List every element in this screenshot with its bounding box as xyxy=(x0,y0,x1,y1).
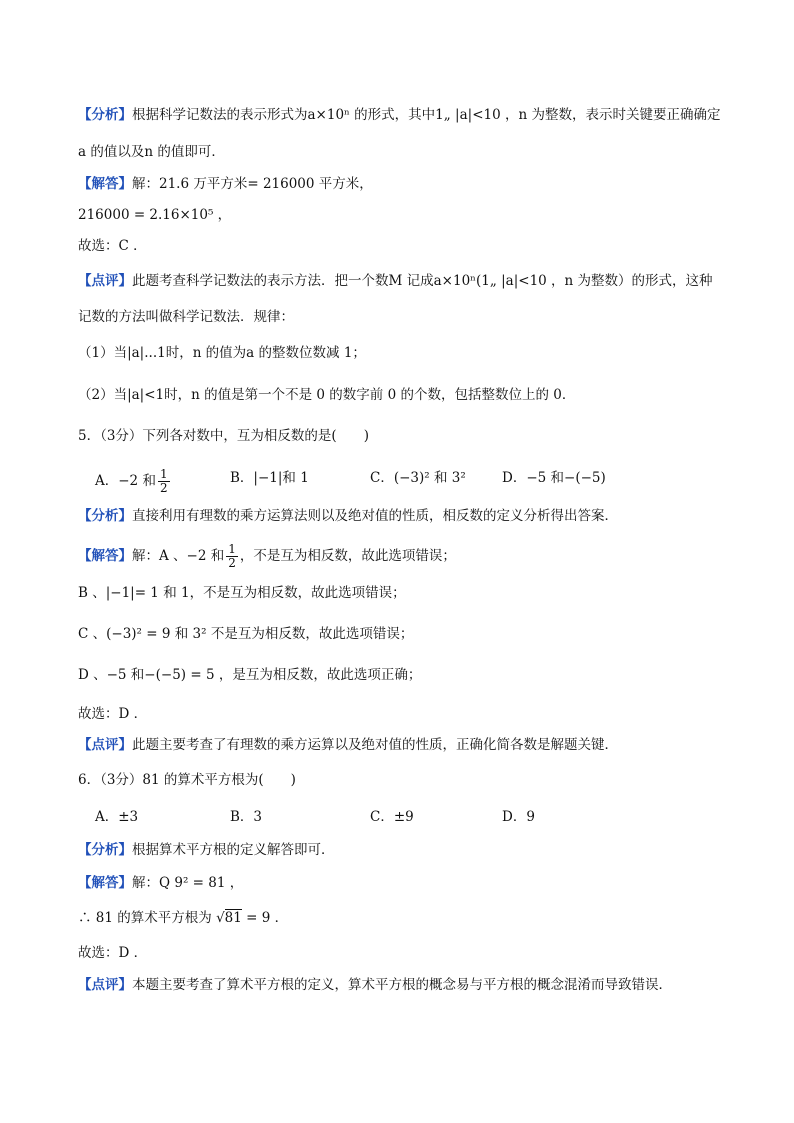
analysis-text: 直接利用有理数的乘方运算法则以及绝对值的性质，相反数的定义分析得出答案． xyxy=(132,508,618,524)
q5-select: 故选：D ． xyxy=(78,706,148,722)
choice-a xyxy=(95,468,172,495)
fraction xyxy=(226,543,238,570)
answer-tag: 【解答】 xyxy=(78,548,132,564)
answer-text: 解：21.6 万平方米= 216000 平方米， xyxy=(132,176,373,192)
therefore-suffix: = 9 ． xyxy=(241,910,289,926)
analysis-tag: 【分析】 xyxy=(78,107,132,123)
q5-analysis-line xyxy=(78,506,618,526)
q6-comment-line xyxy=(78,975,672,995)
q6-analysis-line xyxy=(78,840,335,860)
q6-therefore-line xyxy=(78,908,288,928)
answer-suffix: ，不是互为相反数，故此选项错误； xyxy=(239,548,456,564)
rule-line-1: （1）当|a|...1时，n 的值为a 的整数位数减 1； xyxy=(78,345,366,361)
q5-comment-line xyxy=(78,735,618,755)
comment-text: 此题考查科学记数法的表示方法．把一个数M 记成a×10ⁿ(1„ |a|<10 ，n 为整数）的形式，这种 xyxy=(132,273,713,289)
comment-line xyxy=(78,271,713,291)
therefore-prefix: ∴ 81 的算术平方根为 xyxy=(78,910,217,926)
comment-text: 本题主要考查了算术平方根的定义，算术平方根的概念易与平方根的概念混淆而导致错误． xyxy=(132,977,672,993)
q5-answer-d: D 、−5 和−(−5) = 5 ，是互为相反数，故此选项正确； xyxy=(78,667,422,683)
fraction-numerator: 1 xyxy=(228,542,236,556)
analysis-line-cont: a 的值以及n 的值即可． xyxy=(78,144,225,160)
analysis-text: 根据科学记数法的表示形式为a×10ⁿ 的形式，其中1„ |a|<10 ，n 为整数，表示时关键要正确确定 xyxy=(132,107,721,123)
choice-d: D．−5 和−(−5) xyxy=(502,470,606,486)
answer-text: 解：Q 9² = 81 ， xyxy=(132,875,244,891)
choice-c: C．±9 xyxy=(370,809,414,825)
fraction-numerator: 1 xyxy=(159,467,168,481)
fraction-denominator: 2 xyxy=(159,481,168,495)
q5-answer-b: B 、|−1|= 1 和 1，不是互为相反数，故此选项错误； xyxy=(78,585,406,601)
analysis-line xyxy=(78,105,720,125)
answer-tag: 【解答】 xyxy=(78,875,132,891)
choice-b: B．3 xyxy=(230,809,263,825)
answer-line xyxy=(78,174,373,194)
choice-a: A．±3 xyxy=(95,809,139,825)
radicand: 81 xyxy=(224,910,242,926)
comment-tag: 【点评】 xyxy=(78,977,132,993)
question-6-stem: 6．（3分）81 的算术平方根为( ) xyxy=(78,772,296,788)
analysis-tag: 【分析】 xyxy=(78,842,132,858)
radical-sign: √ xyxy=(216,910,225,926)
choice-a-text: A．−2 和 xyxy=(95,473,156,489)
choice-d: D．9 xyxy=(502,809,535,825)
comment-text: 此题主要考查了有理数的乘方运算以及绝对值的性质，正确化简各数是解题关键． xyxy=(132,737,618,753)
select-line: 故选：C ． xyxy=(78,238,147,254)
answer-prefix: 解：A 、−2 和 xyxy=(132,548,225,564)
fraction xyxy=(158,468,170,495)
fraction-denominator: 2 xyxy=(228,556,236,570)
answer-tag: 【解答】 xyxy=(78,176,132,192)
q6-select: 故选：D ． xyxy=(78,945,148,961)
comment-tag: 【点评】 xyxy=(78,737,132,753)
choice-c: C．(−3)² 和 3² xyxy=(370,470,466,486)
rule-line-2: （2）当|a|<1时，n 的值是第一个不是 0 的数字前 0 的个数，包括整数位上的 0． xyxy=(78,387,576,403)
q6-answer-line xyxy=(78,873,243,893)
q5-answer-line xyxy=(78,543,456,570)
q5-answer-c: C 、(−3)² = 9 和 3² 不是互为相反数，故此选项错误； xyxy=(78,626,414,642)
analysis-text: 根据算术平方根的定义解答即可． xyxy=(132,842,335,858)
answer-formula-line: 216000 = 2.16×10⁵ ， xyxy=(78,207,232,223)
comment-line-cont: 记数的方法叫做科学记数法．规律： xyxy=(78,309,294,325)
question-5-stem: 5．（3分）下列各对数中，互为相反数的是( ) xyxy=(78,428,369,444)
choice-b: B．|−1|和 1 xyxy=(230,470,309,486)
analysis-tag: 【分析】 xyxy=(78,508,132,524)
comment-tag: 【点评】 xyxy=(78,273,132,289)
